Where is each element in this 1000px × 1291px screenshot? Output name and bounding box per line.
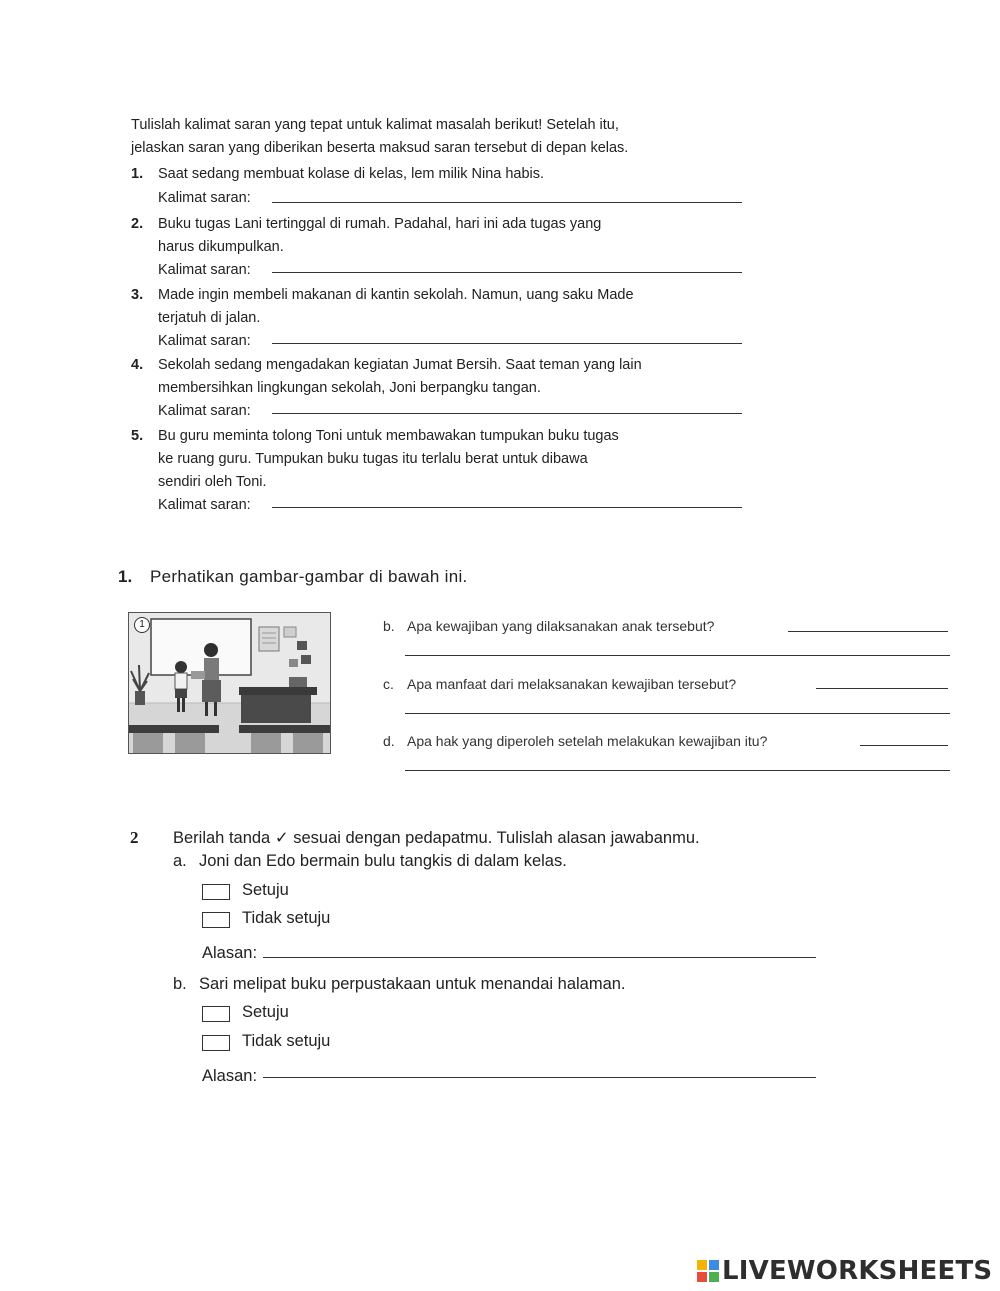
- option-label: Setuju: [242, 881, 289, 899]
- question-letter: b.: [383, 618, 395, 634]
- instruction-line-1: Tulislah kalimat saran yang tepat untuk kalimat masalah berikut! Setelah itu,: [131, 117, 619, 133]
- answer-label: Kalimat saran:: [158, 403, 251, 419]
- picture-number-badge: 1: [134, 617, 150, 633]
- item-text: Saat sedang membuat kolase di kelas, lem milik Nina habis.: [158, 166, 545, 182]
- answer-label: Kalimat saran:: [158, 497, 251, 513]
- item-number: 5.: [131, 428, 144, 444]
- answer-line[interactable]: [272, 413, 742, 414]
- item-text: Sekolah sedang mengadakan kegiatan Jumat Bersih. Saat teman yang lain: [158, 357, 642, 373]
- item-letter: a.: [173, 852, 187, 870]
- reason-answer-line[interactable]: [263, 1077, 816, 1078]
- logo-text: LIVEWORKSHEETS: [722, 1256, 993, 1286]
- section-title: Perhatikan gambar-gambar di bawah ini.: [150, 567, 468, 586]
- question-text: Apa kewajiban yang dilaksanakan anak tersebut?: [407, 618, 715, 634]
- item-text: ke ruang guru. Tumpukan buku tugas itu terlalu berat untuk dibawa: [158, 451, 588, 467]
- item-text: Buku tugas Lani tertinggal di rumah. Padahal, hari ini ada tugas yang: [158, 216, 602, 232]
- answer-line[interactable]: [788, 631, 948, 632]
- logo-icon: [697, 1260, 719, 1282]
- item-number: 1.: [131, 166, 144, 182]
- answer-line[interactable]: [272, 272, 742, 273]
- item-text: sendiri oleh Toni.: [158, 474, 267, 490]
- item-text: terjatuh di jalan.: [158, 310, 261, 326]
- option-label: Setuju: [242, 1003, 289, 1021]
- item-text: Sari melipat buku perpustakaan untuk menandai halaman.: [199, 975, 626, 993]
- question-letter: d.: [383, 733, 395, 749]
- answer-label: Kalimat saran:: [158, 333, 251, 349]
- item-text: membersihkan lingkungan sekolah, Joni berpangku tangan.: [158, 380, 541, 396]
- tidak-setuju-checkbox[interactable]: [202, 912, 230, 928]
- tidak-setuju-checkbox[interactable]: [202, 1035, 230, 1051]
- answer-line[interactable]: [405, 770, 950, 771]
- section-number: 2: [130, 828, 139, 847]
- item-text: Made ingin membeli makanan di kantin sekolah. Namun, uang saku Made: [158, 287, 634, 303]
- reason-label: Alasan:: [202, 1067, 258, 1085]
- question-text: Apa manfaat dari melaksanakan kewajiban tersebut?: [407, 676, 737, 692]
- answer-label: Kalimat saran:: [158, 190, 251, 206]
- option-label: Tidak setuju: [242, 909, 331, 927]
- classroom-scene-image: [129, 613, 330, 753]
- item-text: Joni dan Edo bermain bulu tangkis di dalam kelas.: [199, 852, 567, 870]
- setuju-checkbox[interactable]: [202, 1006, 230, 1022]
- liveworksheets-logo: [697, 1257, 992, 1285]
- answer-line[interactable]: [816, 688, 948, 689]
- item-number: 2.: [131, 216, 144, 232]
- answer-label: Kalimat saran:: [158, 262, 251, 278]
- answer-line[interactable]: [405, 713, 950, 714]
- instruction-line-2: jelaskan saran yang diberikan beserta maksud saran tersebut di depan kelas.: [131, 140, 629, 156]
- answer-line[interactable]: [405, 655, 950, 656]
- item-text: harus dikumpulkan.: [158, 239, 284, 255]
- item-letter: b.: [173, 975, 187, 993]
- section-number: 1.: [118, 567, 133, 586]
- reason-label: Alasan:: [202, 944, 258, 962]
- question-text: Apa hak yang diperoleh setelah melakukan kewajiban itu?: [407, 733, 768, 749]
- item-text: Bu guru meminta tolong Toni untuk membawakan tumpukan buku tugas: [158, 428, 619, 444]
- classroom-illustration: [128, 612, 331, 754]
- question-letter: c.: [383, 676, 394, 692]
- section-title: Berilah tanda ✓ sesuai dengan pedapatmu. Tulislah alasan jawabanmu.: [173, 829, 700, 847]
- answer-line[interactable]: [272, 202, 742, 203]
- answer-line[interactable]: [272, 343, 742, 344]
- option-label: Tidak setuju: [242, 1032, 331, 1050]
- item-number: 3.: [131, 287, 144, 303]
- reason-answer-line[interactable]: [263, 957, 816, 958]
- item-number: 4.: [131, 357, 144, 373]
- setuju-checkbox[interactable]: [202, 884, 230, 900]
- answer-line[interactable]: [860, 745, 948, 746]
- answer-line[interactable]: [272, 507, 742, 508]
